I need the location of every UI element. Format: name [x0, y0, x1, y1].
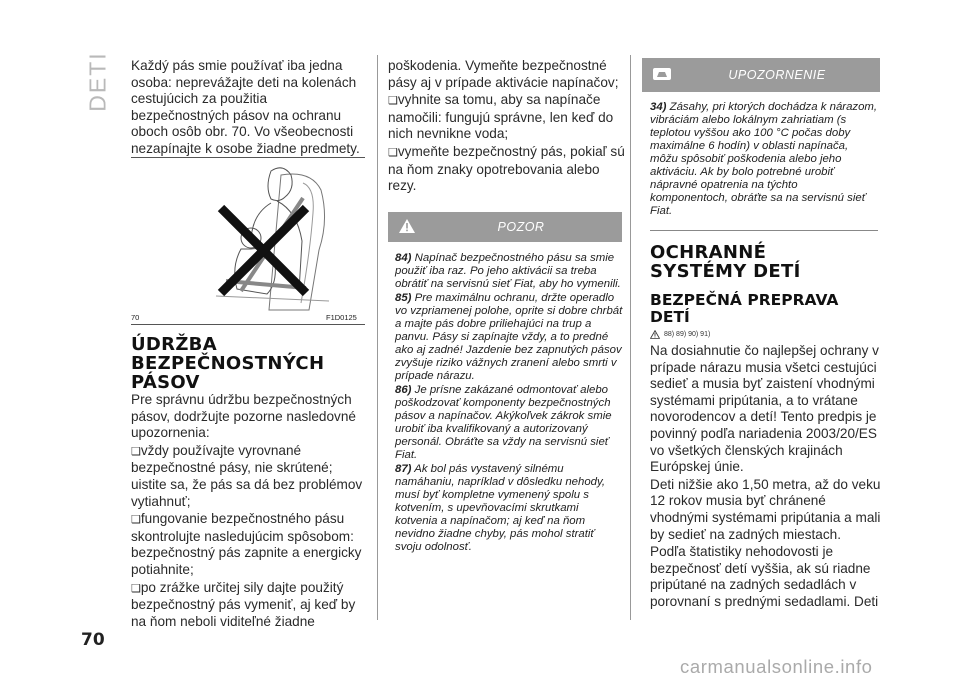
page-number: 70 [81, 630, 105, 650]
warning-bottom-rule [650, 230, 878, 231]
col2-bullet-1: ❑ vyhnite sa tomu, aby sa napínače namočili: fungujú správne, len keď do nich nevnikne voda; [388, 92, 626, 143]
col2-bullet-2: ❑ vymeňte bezpečnostný pás, pokiaľ sú na ňom znaky opotrebovania alebo rezy. [388, 144, 626, 195]
warning-number: 84) [395, 252, 412, 264]
figure-number: 70 [131, 313, 140, 322]
figure-code: F1D0125 [326, 313, 357, 322]
figure-bottom-rule [131, 324, 365, 325]
warning-number: 34) [650, 101, 667, 113]
warning-number: 85) [395, 292, 412, 304]
warning-item-87 [395, 463, 623, 554]
car-warning-icon [652, 66, 674, 85]
col1-bullet-3: ❑ po zrážke určitej sily dajte použitý bezpečnostný pás vymeniť, aj keď by na ňom neboli viditeľné žiadne [131, 580, 371, 631]
seat-illustration [131, 163, 365, 323]
column-divider-2 [630, 55, 631, 620]
pozor-warning-body [395, 252, 623, 555]
col1-para: Pre správnu údržbu bezpečnostných pásov, dodržujte pozorne nasledovné upozornenia: [131, 392, 356, 441]
warning-item-84 [395, 252, 623, 291]
side-tab-label: DETI [84, 51, 111, 112]
figure-top-rule [131, 157, 365, 158]
heading-child-restraint: OCHRANNÉ SYSTÉMY DETÍ [650, 242, 801, 282]
warning-text: Je prísne zakázané odmontovať alebo poškodzovať komponenty bezpečnostných pásov a napínačov. Akýkoľvek zákrok smie urobiť iba kvalifikovaný a autorizovaný personál. Obráťte sa vždy na servisnú sieť Fiat. [395, 384, 612, 461]
caution-triangle-icon [398, 218, 420, 237]
figure-70 [131, 163, 365, 323]
col1-bullet-2: ❑ fungovanie bezpečnostného pásu skontrolujte nasledujúcim spôsobom: bezpečnostný pás zapnite a energicky potiahnite; [131, 511, 371, 578]
col1-bullet-1: ❑ vždy používajte vyrovnané bezpečnostné pásy, nie skrútené; uistite sa, že pás sa dá bez problémov vytiahnuť; [131, 443, 371, 510]
warning-number: 87) [395, 463, 412, 475]
upozornenie-warning-body [650, 101, 878, 219]
column-divider-1 [377, 55, 378, 620]
warning-item-85 [395, 292, 623, 383]
col3-para-2: Deti nižšie ako 1,50 metra, až do veku 12 rokov musia byť chránené vhodnými systémami pripútania a mali by sedieť na zadných miestach. [650, 476, 881, 542]
warning-text: Ak bol pás vystavený silnému namáhaniu, napríklad v dôsledku nehody, musí byť kompletne vymenený spolu s kotvením, s upevňovacími skrutkami kotvenia a napínačom; aj keď na ňom nevidno žiadne chyby, pás mohol stratiť svoju odolnosť. [395, 463, 606, 553]
col1-body [131, 392, 371, 631]
warning-text: Zásahy, pri ktorých dochádza k nárazom, vibráciám alebo lokálnym zahriatiam (s teplotou vyššou ako 100 °C počas doby maximálne 6 hodín) v oblasti napínača, môžu spôsobiť poškodenia alebo jeho aktiváciu. Ak by bolo potrebné urobiť nápravné opatrenia na týchto komponentoch, obráťte sa na servisnú sieť Fiat. [650, 101, 878, 217]
section-side-tab [82, 50, 112, 110]
warning-text: Napínač bezpečnostného pásu sa smie použiť iba raz. Po jeho aktivácii sa treba obrátiť na servisnú sieť Fiat, aby ho vymenili. [395, 252, 621, 290]
caution-triangle-icon [650, 330, 660, 339]
reference-numbers: 88) 89) 90) 91) [664, 331, 711, 338]
col2-continuation: poškodenia. Vymeňte bezpečnostné pásy aj v prípade aktivácie napínačov; [388, 58, 619, 90]
col3-body [650, 343, 882, 612]
upozornenie-title: UPOZORNENIE [728, 68, 826, 82]
warning-item-34 [650, 101, 878, 218]
warning-item-86 [395, 384, 623, 462]
col2-body [388, 58, 626, 196]
prohibited-x-icon [221, 208, 306, 293]
col3-para-3: Podľa štatistiky nehodovosti je bezpečnosť detí vyššia, ak sú riadne pripútané na zadných sedadlách v porovnaní s prednými sedadlami. Deti [650, 544, 879, 609]
col1-intro-text: Každý pás smie používať iba jedna osoba: neprevážajte deti na kolenách cestujúcich za použitia bezpečnostných pásov na ochranu oboch osôb obr. 70. Vo všeobecnosti nezapínajte k osobe žiadne predmety. [131, 58, 360, 156]
upozornenie-warning-header [642, 58, 880, 92]
pozor-warning-header [388, 212, 622, 242]
subheading-child-transport: BEZPEČNÁ PREPRAVA DETÍ [650, 291, 839, 326]
warning-text: Pre maximálnu ochranu, držte operadlo vo vzpriamenej polohe, oprite si dobre chrbát a majte pás dobre priliehajúci na trup a panvu. Pásy si zapínajte vždy, a to predné ako aj zadné! Jazdenie bez zapnutých pásov zvyšuje riziko vážnych zranení alebo smrti v prípade nárazu. [395, 292, 623, 382]
heading-belt-maintenance: ÚDRŽBA BEZPEČNOSTNÝCH PÁSOV [131, 334, 325, 393]
col1-intro [131, 58, 366, 159]
warning-number: 86) [395, 384, 412, 396]
references [650, 330, 710, 339]
pozor-title: POZOR [497, 220, 545, 234]
watermark-text: carmanualsonline.info [680, 656, 873, 677]
col3-para-1: Na dosiahnutie čo najlepšej ochrany v prípade nárazu musia všetci cestujúci sedieť a musia byť zaistení vhodnými systémami pripútania, a to vrátane novorodencov a detí! Tento predpis je povinný podľa nariadenia 2003/20/ES vo všetkých členských krajinách Európskej únie. [650, 343, 879, 475]
